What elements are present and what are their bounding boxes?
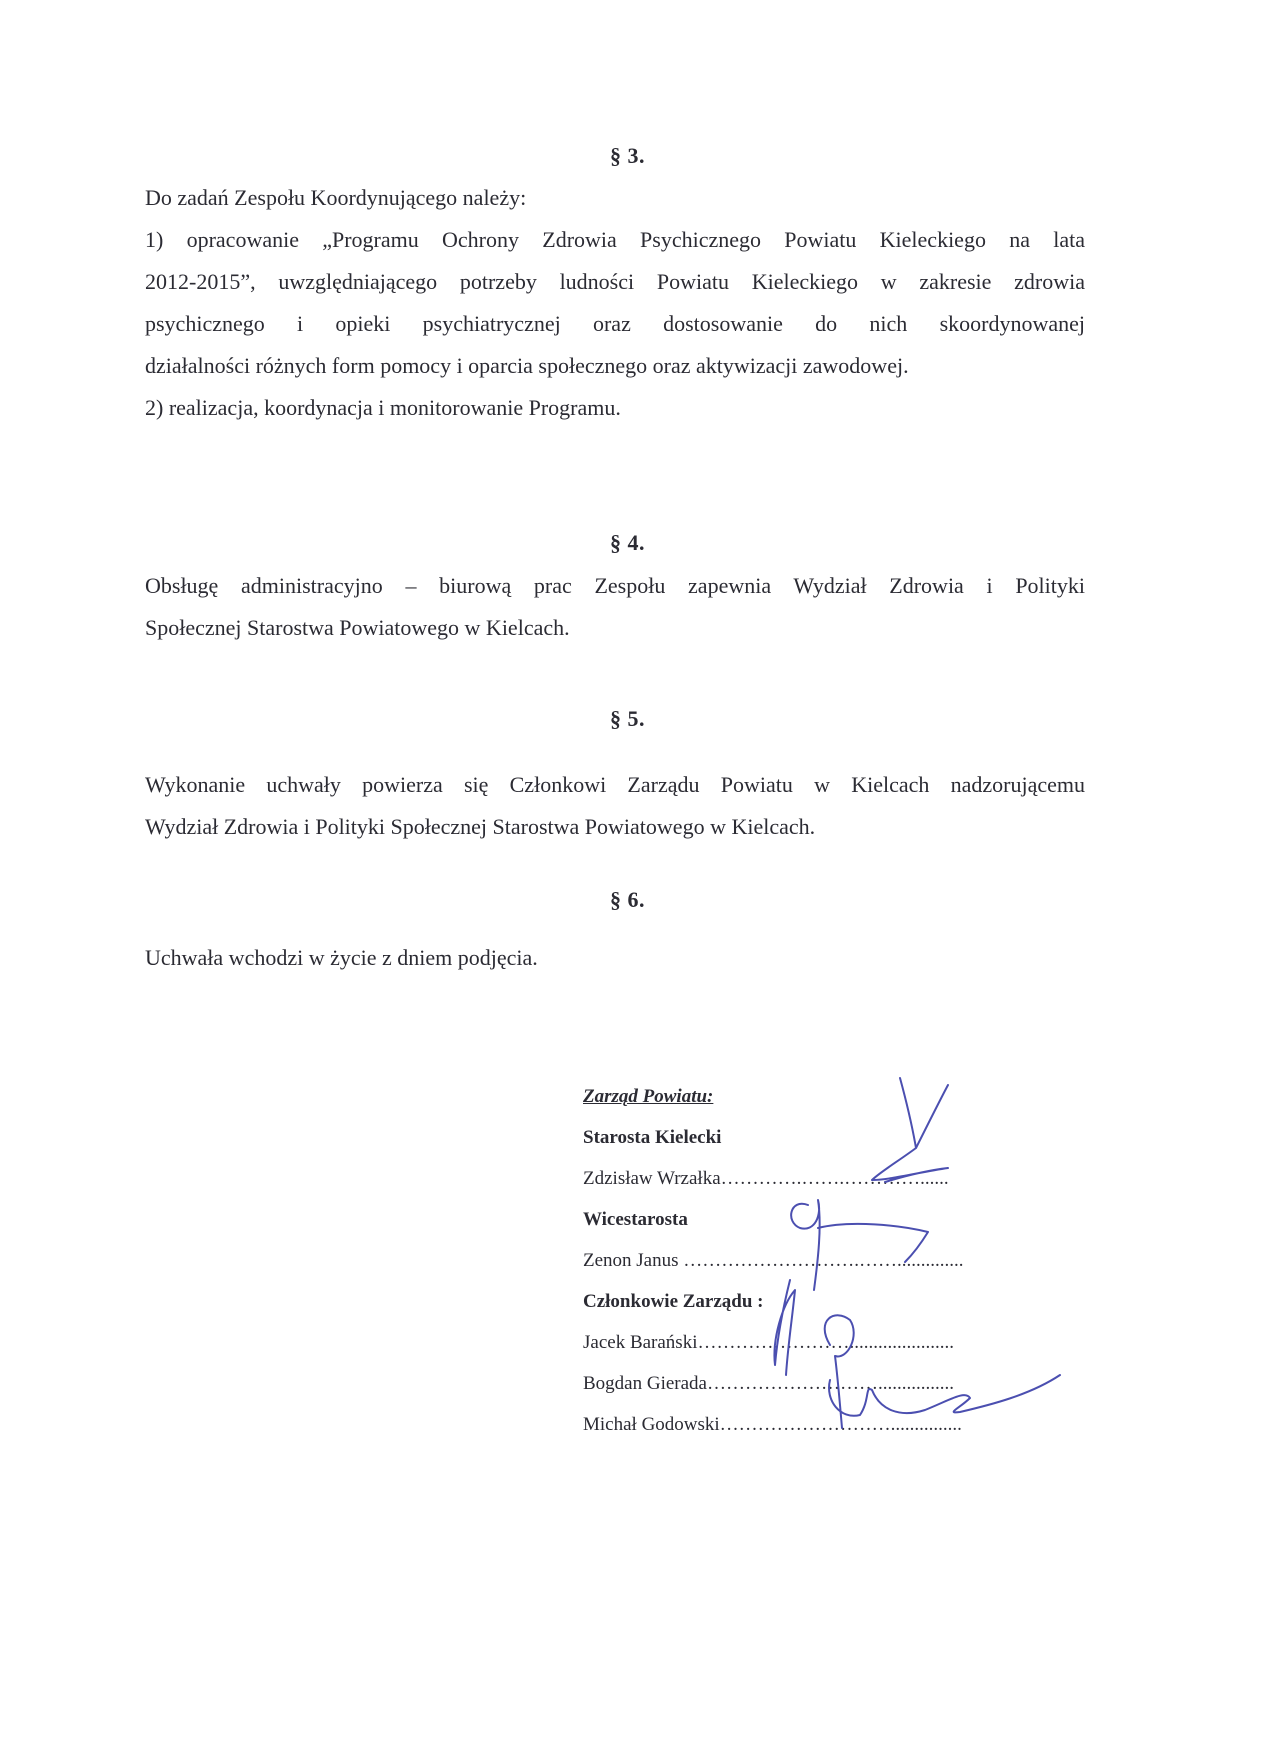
starosta-name: Zdzisław Wrzałka………….…….…………...... <box>583 1168 949 1189</box>
section-mark-5: § 5. <box>610 706 645 731</box>
section-5-line2: Wydział Zdrowia i Polityki Społecznej Starostwa Powiatowego w Kielcach. <box>145 814 816 839</box>
section-3-item2: 2) realizacja, koordynacja i monitorowanie Programu. <box>145 395 621 420</box>
section-mark-4: § 4. <box>610 530 645 555</box>
section-3-item1-line3: psychicznego i opieki psychiatrycznej oraz dostosowanie do nich skoordynowanej <box>145 311 1085 336</box>
wicestarosta-name: Zenon Janus ……………………….…….............. <box>583 1250 964 1271</box>
section-mark-3: § 3. <box>610 143 645 168</box>
section-6-body <box>145 937 538 979</box>
section-3-item1-line2: 2012-2015”, uwzględniającego potrzeby ludności Powiatu Kieleckiego w zakresie zdrowia <box>145 269 1085 294</box>
section-4-line2: Społecznej Starostwa Powiatowego w Kielcach. <box>145 615 570 640</box>
section-3-body <box>145 177 1085 429</box>
section-4-line1: Obsługę administracyjno – biurową prac Zespołu zapewnia Wydział Zdrowia i Polityki <box>145 573 1085 598</box>
member-1-name: Jacek Barański……………………...................... <box>583 1332 954 1353</box>
section-6-text: Uchwała wchodzi w życie z dniem podjęcia. <box>145 945 538 970</box>
section-5-line1: Wykonanie uchwały powierza się Członkowi Zarządu Powiatu w Kielcach nadzorującemu <box>145 772 1085 797</box>
section-mark-6: § 6. <box>610 887 645 912</box>
wicestarosta-title: Wicestarosta <box>583 1209 688 1230</box>
member-3-name: Michał Godowski………………………............... <box>583 1414 962 1435</box>
section-4-body <box>145 565 1085 649</box>
member-2-name: Bogdan Gierada………………………................ <box>583 1373 954 1394</box>
section-5-body <box>145 764 1085 848</box>
board-heading: Zarząd Powiatu: <box>583 1086 714 1107</box>
section-3-intro: Do zadań Zespołu Koordynującego należy: <box>145 185 527 210</box>
members-title: Członkowie Zarządu : <box>583 1291 764 1312</box>
section-3-item1-line1: 1) opracowanie „Programu Ochrony Zdrowia Psychicznego Powiatu Kieleckiego na lata <box>145 227 1085 252</box>
signature-block <box>583 1076 1013 1445</box>
starosta-title: Starosta Kielecki <box>583 1127 722 1148</box>
section-3-item1-line4: działalności różnych form pomocy i oparcia społecznego oraz aktywizacji zawodowej. <box>145 353 909 378</box>
